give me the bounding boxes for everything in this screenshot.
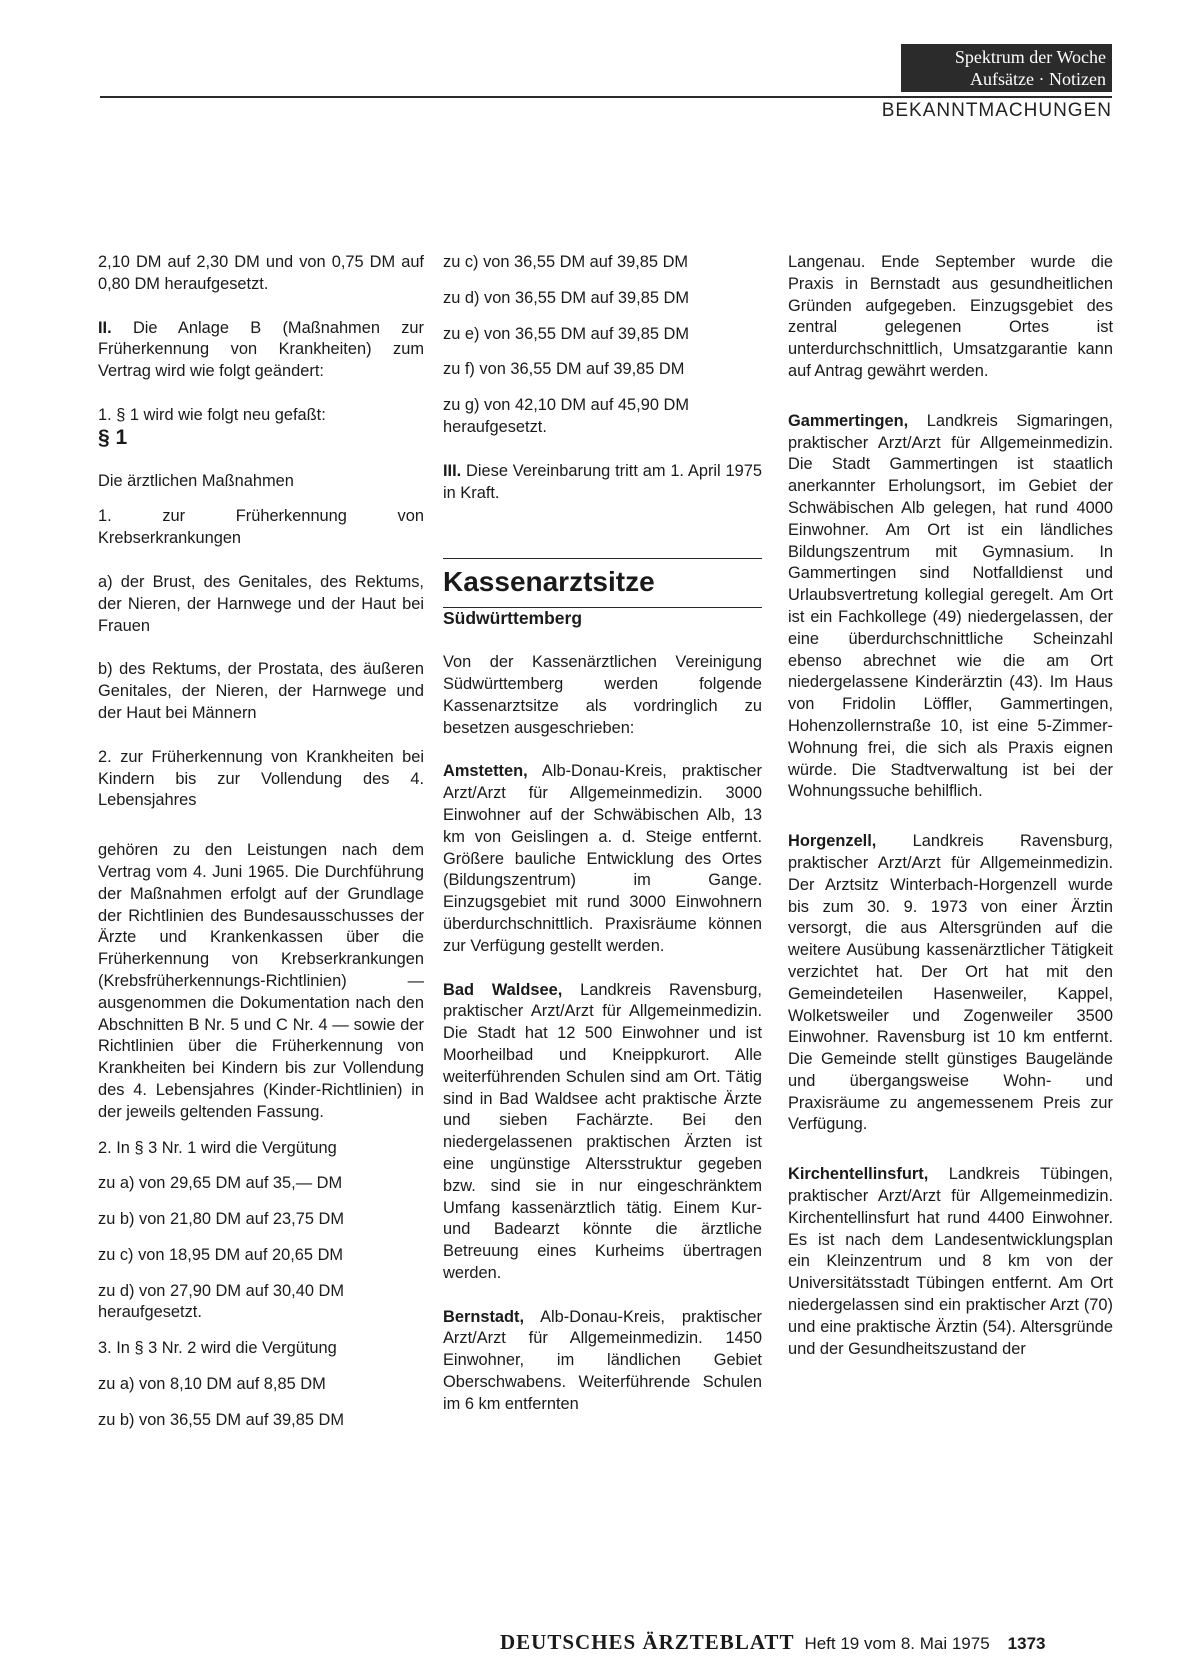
paragraph: 2. zur Früherkennung von Krankheiten bei Kindern bis zur Vollendung des 4. Lebensjahres [98,747,424,810]
section-badge [901,44,1112,92]
column-2 [443,252,762,1416]
paragraph: a) der Brust, des Genitales, des Rektums, der Nieren, der Harnwege und der Haut bei Frauen [98,572,424,635]
listing-entry [788,831,1113,1136]
listing-text: Landkreis Ravensburg, praktischer Arzt/Arzt für Allgemeinmedizin. Der Arztsitz Winterbach-Horgenzell wurde bis zum 30. 9. 1973 von einer Ärztin versorgt, die aus Altersgründen auf die weitere Ausübung kassenärztlicher Tätigkeit verzichtet hat. Der Ort hat mit den Gemeindeteilen Hasenweiler, Kappel, Wolketsweiler und Zogenweiler 3500 Einwohner. Ravensburg ist 10 km entfernt. Die Gemeinde stellt günstiges Baugelände und übergangsweise Wohn- und Praxisräume zu angemessenem Preis zur Verfügung. [788,832,1113,1134]
fee-end: heraufgesetzt. [443,417,547,436]
paragraph: b) des Rektums, der Prostata, des äußeren Genitales, der Nieren, der Harnwege und der Haut bei Männern [98,660,424,722]
listing-entry [443,1307,762,1416]
listing-place: Amstetten, [443,762,528,781]
paragraph [98,318,424,383]
fee-line: zu b) von 21,80 DM auf 23,75 DM [98,1210,344,1229]
section-heading: Kassenarztsitze [443,558,762,608]
page-number: 1373 [1007,1634,1046,1653]
paragraph: 2,10 DM auf 2,30 DM und von 0,75 DM auf 0,80 DM heraufgesetzt. [98,253,424,293]
fee-line: zu e) von 36,55 DM auf 39,85 DM [443,324,689,343]
paragraph-text: Die Anlage B (Maßnahmen zur Früherkennung von Krankheiten) zum Vertrag wird wie folgt geändert: [98,318,424,381]
fee-line: zu a) von 29,65 DM auf 35,— DM [98,1174,343,1193]
listing-entry [443,761,762,957]
fee-line: zu a) von 8,10 DM auf 8,85 DM [98,1375,326,1394]
fee-line: zu c) von 18,95 DM auf 20,65 DM [98,1245,344,1264]
paragraph: 3. In § 3 Nr. 2 wird die Vergütung [98,1339,337,1358]
paragraph-heading: § 1 [98,425,128,449]
listing-text: Landkreis Sigmaringen, praktischer Arzt/Arzt für Allgemeinmedizin. Die Stadt Gammertingen ist staatlich anerkannter Erholungsort, im Gebiet der Schwäbischen Alb gelegen, hat rund 4000 Einwohner. Am Ort ist ein ländliches Bildungszentrum mit Gymnasium. In Gammertingen sind Notfalldienst und Urlaubsvertretung kollegial geregelt. Am Ort ist ein Fachkollege (49) niedergelassen, der eine überdurchschnittliche Scheinzahl ebenso abrechnet wie die am Ort niedergelassene Kinderärztin (43). Im Haus von Fridolin Löffler, Gammertingen, Hohenzollernstraße 10, ist eine 5-Zimmer-Wohnung frei, die sich als Praxis eignen würde. Die Stadtverwaltung ist bei der Wohnungssuche behilflich. [788,411,1113,801]
column-1 [98,252,424,1432]
paragraph: gehören zu den Leistungen nach dem Vertrag vom 4. Juni 1965. Die Durchführung der Maßnahmen erfolgt auf der Grundlage der Richtlinien des Bundesausschusses der Ärzte und Krankenkassen über die Früherkennung von Krebserkrankungen (Krebsfrüherkennungs-Richtlinien) — ausgenommen die Dokumentation nach den Abschnitten B Nr. 5 und C Nr. 4 — sowie der Richtlinien über die Früherkennung von Krankheiten bei Kindern bis zur Vollendung des 4. Lebensjahres (Kinder-Richtlinien) in der jeweils geltenden Fassung. [98,841,424,1121]
fee-line: zu c) von 36,55 DM auf 39,85 DM [443,253,689,271]
listing-text: Landkreis Ravensburg, praktischer Arzt/Arzt für Allgemeinmedizin. Die Stadt hat 12 500 Einwohner und ist Moorheilbad und Kneippkurort. Alle weiterführenden Schulen sind am Ort. Tätig sind in Bad Waldsee acht praktische Ärzte und sieben Fachärzte. Bei den niedergelassenen praktischen Ärzten ist eine ungünstige Altersstruktur gegeben bzw. sind sie in nur eingeschränktem Umfang kassenärztlich tätig. Einem Kur- und Badearzt könnte die ärztliche Betreuung eines Kurheims übertragen werden. [443,980,762,1282]
fee-line: zu b) von 36,55 DM auf 39,85 DM [98,1410,344,1429]
fee-line: zu d) von 36,55 DM auf 39,85 DM [443,288,689,307]
fee-end: heraufgesetzt. [98,1303,202,1322]
region-heading: Südwürttemberg [443,608,583,629]
journal-title: DEUTSCHES ÄRZTEBLATT [500,1630,795,1654]
paragraph: 1. zur Früherkennung von Krebserkrankungen [98,507,424,548]
paragraph: 2. In § 3 Nr. 1 wird die Vergütung [98,1138,337,1157]
badge-line-2: Aufsätze · Notizen [970,69,1106,89]
listing-text: Landkreis Tübingen, praktischer Arzt/Arzt für Allgemeinmedizin. Kirchentellinsfurt hat rund 4400 Einwohner. Es ist nach dem Landesentwicklungsplan ein Kleinzentrum und 8 km von der Universitätsstadt Tübingen entfernt. Am Ort niedergelassen sind ein praktischer Arzt (70) und eine praktische Ärztin (54). Altersgründe und der Gesundheitszustand der [788,1165,1113,1358]
listing-place: Kirchentellinsfurt, [788,1165,929,1184]
listing-place: Gammertingen, [788,411,909,430]
page-footer [500,1630,1112,1655]
header-rule [100,96,1112,98]
section-label: BEKANNTMACHUNGEN [881,100,1112,121]
listing-text: Alb-Donau-Kreis, praktischer Arzt/Arzt für Allgemeinmedizin. 1450 Einwohner, im ländlichen Gebiet Oberschwabens. Weiterführende Schulen im 6 km entfernten [443,1307,762,1413]
paragraph: Langenau. Ende September wurde die Praxis in Bernstadt aus gesundheitlichen Gründen aufgegeben. Einzugsgebiet des zentral gelegenen Ortes ist unterdurchschnittlich, Umsatzgarantie kann auf Antrag gewährt werden. [788,253,1113,380]
listing-entry [788,1164,1113,1360]
listing-place: Bernstadt, [443,1307,525,1326]
section-number: III. [443,461,462,480]
fee-line: zu f) von 36,55 DM auf 39,85 DM [443,360,685,379]
listing-place: Bad Waldsee, [443,980,563,999]
column-3 [788,252,1113,1360]
paragraph: Von der Kassenärztlichen Vereinigung Südwürttemberg werden folgende Kassenarztsitze als vordringlich zu besetzen ausgeschrieben: [443,653,762,737]
paragraph: Die ärztlichen Maßnahmen [98,471,294,490]
fee-line: zu d) von 27,90 DM auf 30,40 DM [98,1281,344,1300]
issue-info: Heft 19 vom 8. Mai 1975 [804,1634,990,1653]
listing-entry [788,411,1113,803]
fee-line: zu g) von 42,10 DM auf 45,90 DM [443,396,689,415]
listing-entry [443,980,762,1285]
badge-line-1: Spektrum der Woche [954,47,1106,67]
section-number: II. [98,318,112,337]
paragraph [443,461,762,505]
paragraph: 1. § 1 wird wie folgt neu gefaßt: [98,405,326,424]
paragraph-text: Diese Vereinbarung tritt am 1. April 1975 in Kraft. [443,461,762,502]
listing-place: Horgenzell, [788,832,877,851]
listing-text: Alb-Donau-Kreis, praktischer Arzt/Arzt für Allgemeinmedizin. 3000 Einwohner auf der Schwäbischen Alb, 13 km von Geislingen a. d. Steige entfernt. Größere bauliche Entwicklung des Ortes (Bildungszentrum) im Gange. Einzugsgebiet mit rund 3000 Einwohnern überdurchschnittlich. Praxisräume können zur Verfügung gestellt werden. [443,762,762,955]
